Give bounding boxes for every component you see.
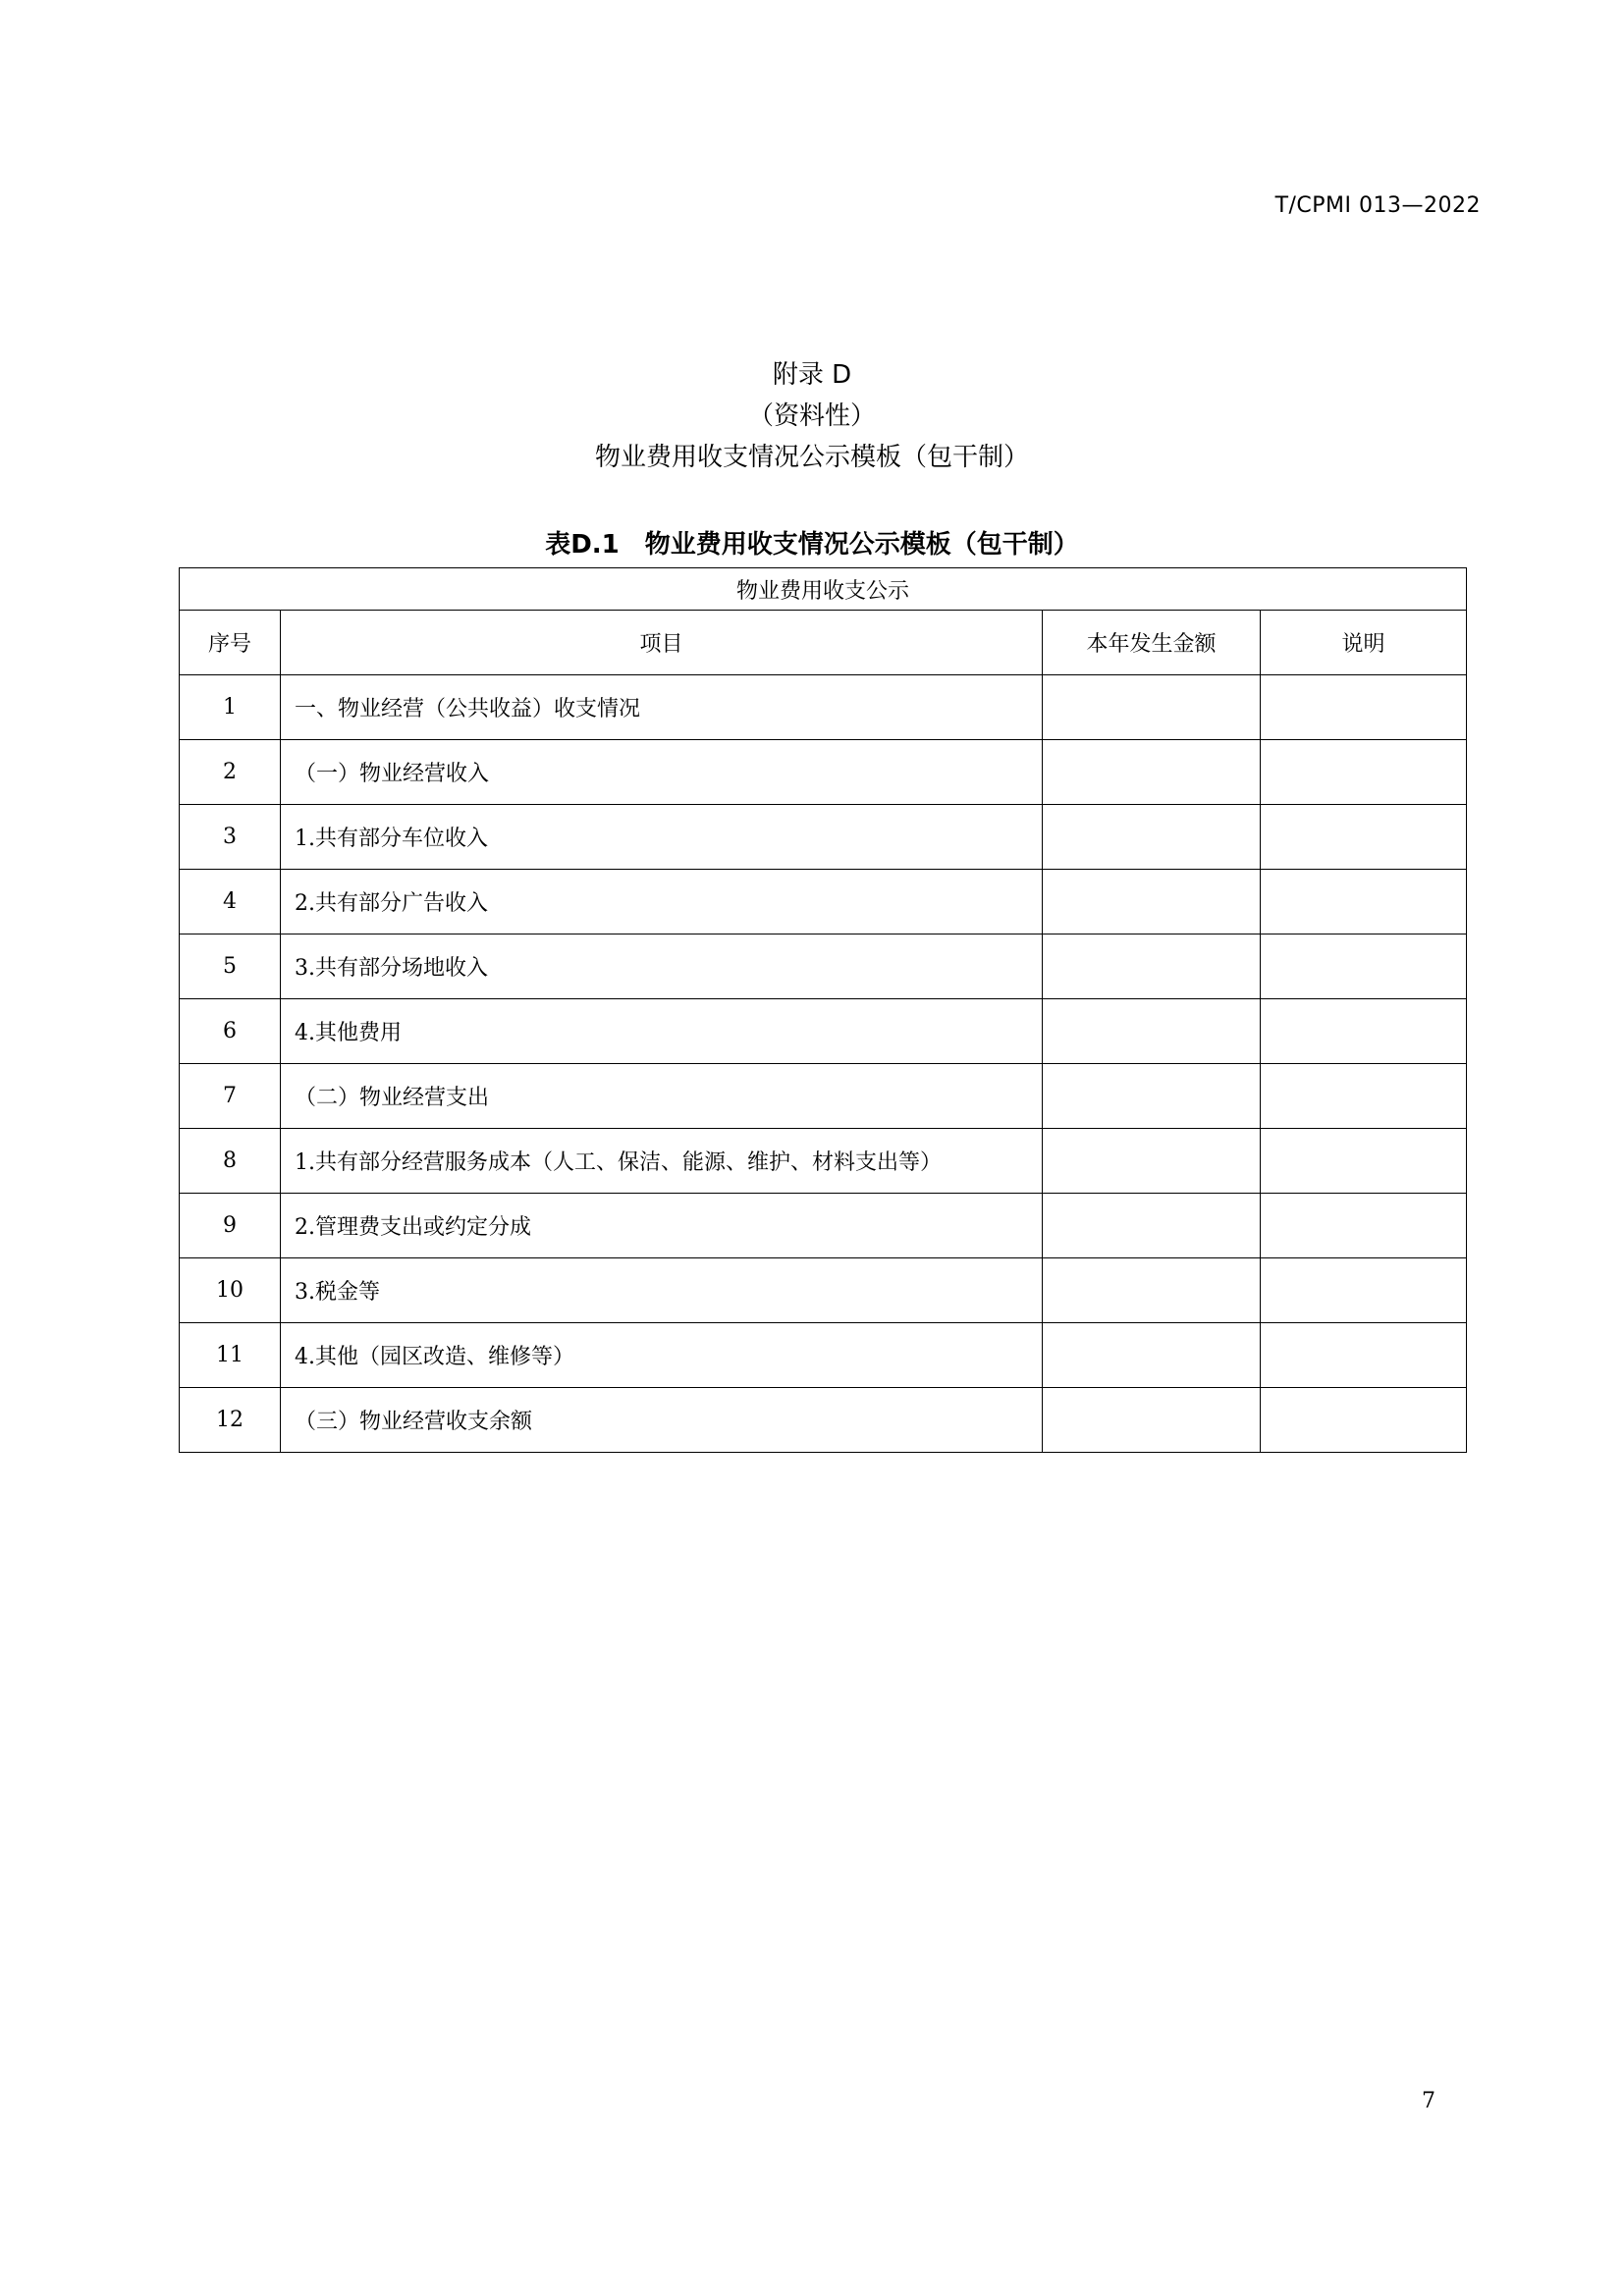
row-number: 6 [180, 999, 281, 1064]
row-number: 12 [180, 1388, 281, 1453]
table-banner: 物业费用收支公示 [180, 568, 1467, 611]
appendix-name: 物业费用收支情况公示模板（包干制） [594, 443, 1029, 472]
row-item: 一、物业经营（公共收益）收支情况 [281, 675, 1043, 740]
standard-code: T/CPMI 013—2022 [1274, 193, 1481, 218]
table-header-row [180, 611, 1467, 675]
table-body [180, 675, 1467, 1453]
row-amount [1043, 999, 1261, 1064]
appendix-nature: （资料性） [747, 401, 876, 431]
row-note [1261, 805, 1467, 870]
row-number: 10 [180, 1258, 281, 1323]
table-row [180, 1064, 1467, 1129]
table-caption-title: 物业费用收支情况公示模板（包干制） [644, 530, 1079, 560]
row-amount [1043, 1194, 1261, 1258]
row-note [1261, 675, 1467, 740]
row-item: 2.共有部分广告收入 [281, 870, 1043, 934]
row-number: 9 [180, 1194, 281, 1258]
row-item: 4.其他（园区改造、维修等） [281, 1323, 1043, 1388]
table-caption [0, 525, 1624, 564]
table-row [180, 870, 1467, 934]
row-note [1261, 1323, 1467, 1388]
row-note [1261, 999, 1467, 1064]
row-item: 3.共有部分场地收入 [281, 934, 1043, 999]
row-number: 7 [180, 1064, 281, 1129]
row-number: 1 [180, 675, 281, 740]
table-row [180, 1194, 1467, 1258]
row-item: 3.税金等 [281, 1258, 1043, 1323]
fee-disclosure-table [179, 567, 1467, 1453]
row-note [1261, 740, 1467, 805]
table-row [180, 740, 1467, 805]
row-item: （一）物业经营收入 [281, 740, 1043, 805]
row-number: 2 [180, 740, 281, 805]
table-row [180, 1129, 1467, 1194]
column-header-no: 序号 [180, 611, 281, 675]
table-row [180, 999, 1467, 1064]
row-amount [1043, 675, 1261, 740]
row-note [1261, 1064, 1467, 1129]
row-amount [1043, 934, 1261, 999]
row-note [1261, 1194, 1467, 1258]
table-row [180, 675, 1467, 740]
column-header-note: 说明 [1261, 611, 1467, 675]
row-item: （三）物业经营收支余额 [281, 1388, 1043, 1453]
row-item: （二）物业经营支出 [281, 1064, 1043, 1129]
row-number: 11 [180, 1323, 281, 1388]
table-row [180, 1258, 1467, 1323]
row-amount [1043, 805, 1261, 870]
column-header-amount: 本年发生金额 [1043, 611, 1261, 675]
row-amount [1043, 1064, 1261, 1129]
row-item: 2.管理费支出或约定分成 [281, 1194, 1043, 1258]
row-amount [1043, 870, 1261, 934]
table-caption-number: 表D.1 [545, 530, 620, 560]
page-number: 7 [1422, 2089, 1435, 2113]
appendix-title: 附录 D [772, 360, 852, 390]
row-number: 4 [180, 870, 281, 934]
column-header-item: 项目 [281, 611, 1043, 675]
row-note [1261, 934, 1467, 999]
row-number: 8 [180, 1129, 281, 1194]
row-item: 1.共有部分经营服务成本（人工、保洁、能源、维护、材料支出等） [281, 1129, 1043, 1194]
row-note [1261, 1388, 1467, 1453]
row-number: 5 [180, 934, 281, 999]
row-amount [1043, 1323, 1261, 1388]
row-amount [1043, 1258, 1261, 1323]
row-note [1261, 1129, 1467, 1194]
row-amount [1043, 1388, 1261, 1453]
table-row [180, 1323, 1467, 1388]
row-note [1261, 1258, 1467, 1323]
row-item: 4.其他费用 [281, 999, 1043, 1064]
table-row [180, 1388, 1467, 1453]
table-row [180, 805, 1467, 870]
row-amount [1043, 1129, 1261, 1194]
table-row [180, 934, 1467, 999]
table-banner-row [180, 568, 1467, 611]
row-item: 1.共有部分车位收入 [281, 805, 1043, 870]
row-amount [1043, 740, 1261, 805]
row-number: 3 [180, 805, 281, 870]
row-note [1261, 870, 1467, 934]
